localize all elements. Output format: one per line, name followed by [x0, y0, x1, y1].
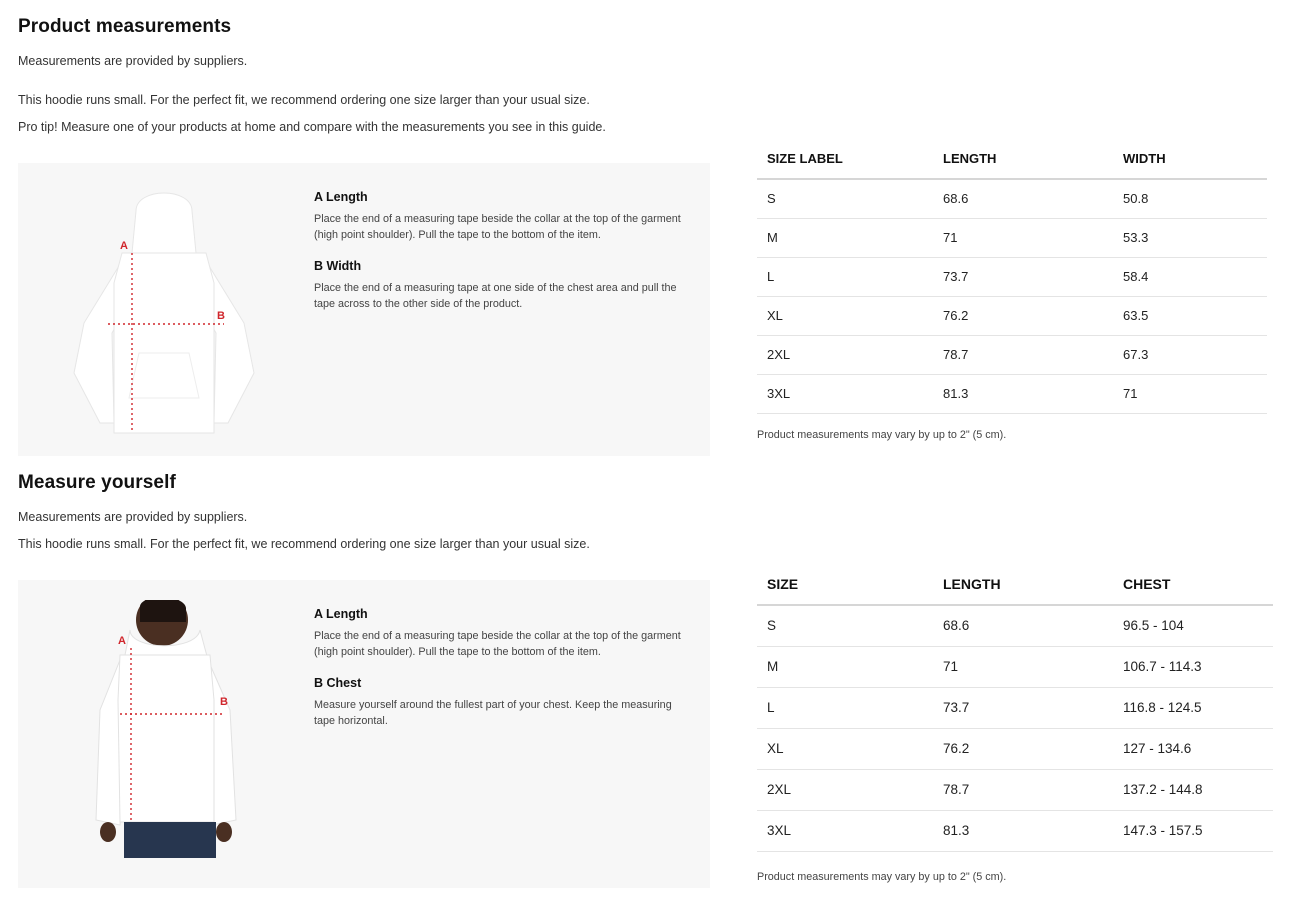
- length-title: A Length: [314, 607, 368, 621]
- column-header-size: SIZE: [757, 563, 933, 605]
- table-cell: M: [757, 218, 933, 257]
- body-size-table: [757, 563, 1273, 852]
- product-size-table: [757, 139, 1267, 414]
- product-intro: Measurements are provided by suppliers.: [18, 54, 248, 68]
- column-header-chest: CHEST: [1113, 563, 1273, 605]
- table-header-row: [757, 563, 1273, 605]
- table-cell: 73.7: [933, 687, 1113, 728]
- table-cell: 81.3: [933, 374, 1113, 413]
- table-cell: 58.4: [1113, 257, 1267, 296]
- yourself-footnote: Product measurements may vary by up to 2" (5 cm).: [757, 871, 1007, 883]
- width-title: B Width: [314, 259, 362, 273]
- length-instruction: [314, 607, 694, 660]
- column-header-size-label: SIZE LABEL: [757, 139, 933, 179]
- width-instruction: [314, 259, 694, 312]
- table-cell: 137.2 - 144.8: [1113, 769, 1273, 810]
- table-cell: 3XL: [757, 374, 933, 413]
- table-cell: 68.6: [933, 179, 1113, 218]
- table-row: [757, 728, 1273, 769]
- table-cell: 73.7: [933, 257, 1113, 296]
- chest-text: Measure yourself around the fullest part of your chest. Keep the measuring tape horizontal.: [314, 699, 672, 727]
- yourself-fit-note: This hoodie runs small. For the perfect fit, we recommend ordering one size larger than your usual size.: [18, 537, 590, 551]
- table-cell: XL: [757, 728, 933, 769]
- table-cell: 71: [933, 218, 1113, 257]
- table-cell: S: [757, 605, 933, 646]
- measure-label-a: A: [118, 635, 126, 647]
- product-pro-tip: Pro tip! Measure one of your products at home and compare with the measurements you see in this guide.: [18, 120, 606, 134]
- table-row: [757, 687, 1273, 728]
- table-cell: 63.5: [1113, 296, 1267, 335]
- column-header-length: LENGTH: [933, 139, 1113, 179]
- table-row: [757, 335, 1267, 374]
- table-row: [757, 605, 1273, 646]
- measure-yourself-title: Measure yourself: [18, 472, 176, 493]
- table-cell: M: [757, 646, 933, 687]
- table-cell: 147.3 - 157.5: [1113, 810, 1273, 851]
- table-row: [757, 374, 1267, 413]
- yourself-intro: Measurements are provided by suppliers.: [18, 510, 248, 524]
- table-cell: 2XL: [757, 769, 933, 810]
- length-text: Place the end of a measuring tape beside the collar at the top of the garment (high point shoulder). Pull the tape to the bottom of the item.: [314, 630, 681, 658]
- table-row: [757, 296, 1267, 335]
- table-cell: S: [757, 179, 933, 218]
- table-cell: 81.3: [933, 810, 1113, 851]
- table-row: [757, 769, 1273, 810]
- length-instruction: [314, 190, 694, 243]
- table-cell: L: [757, 257, 933, 296]
- table-cell: 50.8: [1113, 179, 1267, 218]
- table-cell: 2XL: [757, 335, 933, 374]
- chest-title: B Chest: [314, 676, 362, 690]
- hoodie-product-image: [64, 183, 264, 439]
- table-cell: 53.3: [1113, 218, 1267, 257]
- table-cell: 96.5 - 104: [1113, 605, 1273, 646]
- table-cell: 76.2: [933, 296, 1113, 335]
- table-row: [757, 218, 1267, 257]
- measure-label-b: B: [220, 696, 228, 708]
- table-cell: 127 - 134.6: [1113, 728, 1273, 769]
- table-cell: 67.3: [1113, 335, 1267, 374]
- measure-label-b: B: [217, 310, 225, 322]
- table-cell: 71: [933, 646, 1113, 687]
- table-cell: 116.8 - 124.5: [1113, 687, 1273, 728]
- column-header-width: WIDTH: [1113, 139, 1267, 179]
- chest-instruction: [314, 676, 694, 729]
- table-cell: 106.7 - 114.3: [1113, 646, 1273, 687]
- table-cell: L: [757, 687, 933, 728]
- table-row: [757, 646, 1273, 687]
- table-row: [757, 810, 1273, 851]
- product-footnote: Product measurements may vary by up to 2" (5 cm).: [757, 429, 1007, 441]
- table-cell: 76.2: [933, 728, 1113, 769]
- product-measurements-title: Product measurements: [18, 16, 232, 37]
- table-cell: 3XL: [757, 810, 933, 851]
- table-row: [757, 179, 1267, 218]
- product-guide-panel: [18, 163, 710, 456]
- table-cell: 78.7: [933, 335, 1113, 374]
- table-header-row: [757, 139, 1267, 179]
- table-row: [757, 257, 1267, 296]
- width-text: Place the end of a measuring tape at one side of the chest area and pull the tape across to the other side of the product.: [314, 282, 677, 310]
- model-photo: [90, 600, 250, 858]
- table-cell: 71: [1113, 374, 1267, 413]
- length-title: A Length: [314, 190, 368, 204]
- table-cell: XL: [757, 296, 933, 335]
- product-fit-note: This hoodie runs small. For the perfect fit, we recommend ordering one size larger than your usual size.: [18, 93, 590, 107]
- column-header-length: LENGTH: [933, 563, 1113, 605]
- table-cell: 68.6: [933, 605, 1113, 646]
- table-cell: 78.7: [933, 769, 1113, 810]
- yourself-guide-panel: [18, 580, 710, 888]
- length-text: Place the end of a measuring tape beside the collar at the top of the garment (high point shoulder). Pull the tape to the bottom of the item.: [314, 213, 681, 241]
- measure-label-a: A: [120, 240, 128, 252]
